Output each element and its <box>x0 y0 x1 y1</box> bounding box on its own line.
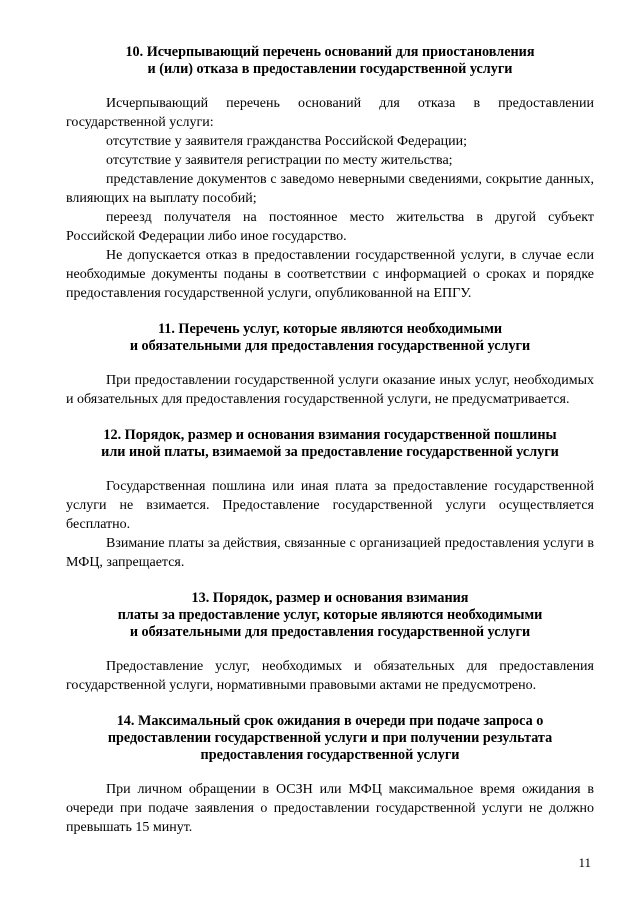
section-13 <box>66 590 594 695</box>
section-heading: 12. Порядок, размер и основания взимания государственной пошлины или иной платы, взимаемой за предоставление государственной услуги <box>101 427 559 460</box>
paragraph: Не допускается отказ в предоставлении государственной услуги, в случае если необходимые документы поданы в соответствии с информацией о сроках и порядке предоставления государственной услуги, опубликованной на ЕПГУ. <box>66 248 594 301</box>
paragraph: При личном обращении в ОСЗН или МФЦ максимальное время ожидания в очереди при подаче заявления о предоставлении государственной услуги не должно превышать 15 минут. <box>66 782 594 835</box>
paragraph: При предоставлении государственной услуги оказание иных услуг, необходимых и обязательных для предоставления государственной услуги, не предусматривается. <box>66 373 594 407</box>
paragraph: отсутствие у заявителя регистрации по месту жительства; <box>106 153 453 168</box>
section-heading: 13. Порядок, размер и основания взимания платы за предоставление услуг, которые являются необходимыми и обязательными для предоставления государственной услуги <box>117 590 543 640</box>
section-14 <box>66 713 594 837</box>
paragraph: Взимание платы за действия, связанные с организацией предоставления услуги в МФЦ, запрещается. <box>66 536 594 570</box>
paragraph: Предоставление услуг, необходимых и обязательных для предоставления государственной услуги, нормативными правовыми актами не предусмотрено. <box>66 659 594 693</box>
document-page <box>66 44 594 855</box>
paragraph: представление документов с заведомо неверными сведениями, сокрытие данных, влияющих на выплату пособий; <box>66 172 594 206</box>
section-heading: 14. Максимальный срок ожидания в очереди при подаче запроса о предоставлении государственной услуги и при получении результата предоставления государственной услуги <box>107 713 553 763</box>
paragraph: Исчерпывающий перечень оснований для отказа в предоставлении государственной услуги: <box>66 96 594 130</box>
section-heading: 11. Перечень услуг, которые являются необходимыми и обязательными для предоставления государственной услуги <box>129 321 531 354</box>
page-number: 11 <box>578 855 591 870</box>
section-heading: 10. Исчерпывающий перечень оснований для приостановления и (или) отказа в предоставлении государственной услуги <box>125 44 535 77</box>
paragraph: Государственная пошлина или иная плата за предоставление государственной услуги не взимается. Предоставление государственной услуги осуществляется бесплатно. <box>66 479 594 532</box>
section-12 <box>66 427 594 572</box>
paragraph: переезд получателя на постоянное место жительства в другой субъект Российской Федерации либо иное государство. <box>66 210 594 244</box>
section-10 <box>66 44 594 303</box>
section-11 <box>66 321 594 409</box>
paragraph: отсутствие у заявителя гражданства Российской Федерации; <box>106 134 468 149</box>
